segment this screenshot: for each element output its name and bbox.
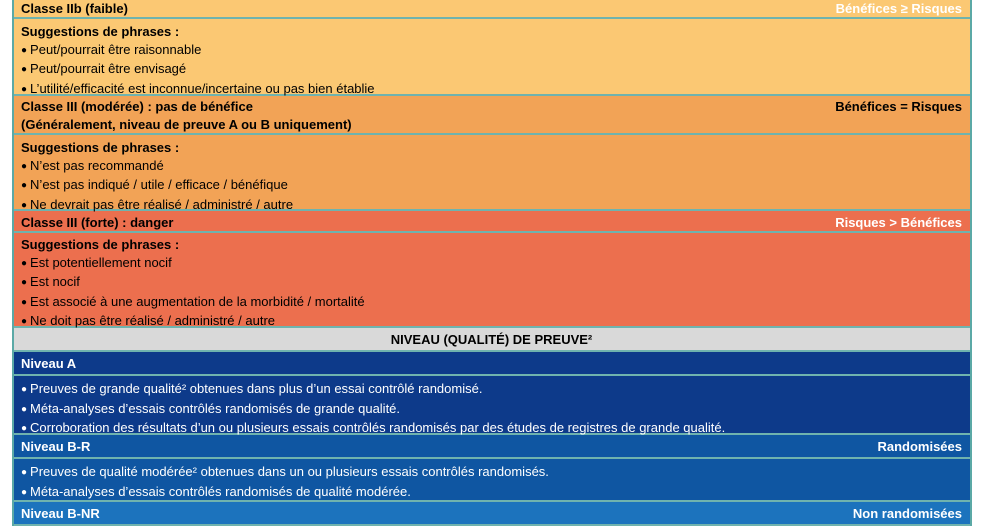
class-2b-ratio: Bénéfices ≥ Risques: [835, 1, 962, 16]
level-br-title: Niveau B-R: [21, 439, 91, 454]
class-3-moderate-subtitle: (Généralement, niveau de preuve A ou B uniquement): [21, 116, 352, 132]
level-br-item: ● Méta-analyses d’essais contrôlés randomisés de qualité modérée.: [21, 483, 549, 503]
class-2b-suggestions-title: Suggestions de phrases :: [21, 24, 180, 39]
class-3-moderate-ratio: Bénéfices = Risques: [835, 99, 962, 114]
level-a-title: Niveau A: [21, 356, 77, 371]
class-3-strong-ratio: Risques > Bénéfices: [835, 215, 962, 230]
class-2b-title: Classe IIb (faible): [21, 1, 128, 16]
level-br-tag: Randomisées: [877, 439, 962, 454]
class-2b-header: [14, 0, 970, 19]
class-3-moderate-phrase: ● N’est pas indiqué / utile / efficace / bénéfique: [21, 176, 293, 196]
level-a-body: [14, 376, 970, 435]
level-bnr-title: Niveau B-NR: [21, 506, 100, 521]
level-bnr-tag: Non randomisées: [852, 506, 962, 521]
class-2b-phrase: ● Peut/pourrait être raisonnable: [21, 41, 375, 61]
class-2b-phrase: ● L’utilité/efficacité est inconnue/incertaine ou pas bien établie: [21, 80, 375, 100]
class-3-moderate-phrase: ● N’est pas recommandé: [21, 157, 293, 177]
level-bnr-header: [14, 502, 970, 526]
class-3-moderate-title: Classe III (modérée) : pas de bénéfice: [21, 99, 253, 114]
class-3-strong-body: [14, 233, 970, 328]
class-3-moderate-body: [14, 135, 970, 211]
level-a-item: ● Méta-analyses d’essais contrôlés randomisés de grande qualité.: [21, 400, 725, 420]
recommendation-table: [12, 0, 972, 526]
class-3-strong-suggestions-title: Suggestions de phrases :: [21, 237, 180, 252]
class-3-strong-title: Classe III (forte) : danger: [21, 215, 174, 230]
class-3-moderate-header: [14, 96, 970, 135]
class-3-strong-phrase: ● Ne doit pas être réalisé / administré / autre: [21, 312, 365, 332]
class-2b-phrase: ● Peut/pourrait être envisagé: [21, 60, 375, 80]
level-br-item: ● Preuves de qualité modérée² obtenues dans un ou plusieurs essais contrôlés randomisés.: [21, 463, 549, 483]
class-3-strong-phrase: ● Est associé à une augmentation de la morbidité / mortalité: [21, 293, 365, 313]
class-2b-body: [14, 19, 970, 96]
level-br-body: [14, 459, 970, 502]
evidence-level-header-title: NIVEAU (QUALITÉ) DE PREUVE²: [390, 331, 593, 347]
class-3-moderate-suggestions-title: Suggestions de phrases :: [21, 140, 180, 155]
class-3-strong-header: [14, 211, 970, 233]
class-3-strong-phrase: ● Est nocif: [21, 273, 365, 293]
class-3-moderate-phrase: ● Ne devrait pas être réalisé / administré / autre: [21, 196, 293, 216]
class-3-strong-phrase: ● Est potentiellement nocif: [21, 254, 365, 274]
level-a-item: ● Corroboration des résultats d’un ou plusieurs essais contrôlés randomisés par des études de registres de grande qualité.: [21, 419, 725, 439]
level-a-header: [14, 352, 970, 376]
level-a-item: ● Preuves de grande qualité² obtenues dans plus d’un essai contrôlé randomisé.: [21, 380, 725, 400]
